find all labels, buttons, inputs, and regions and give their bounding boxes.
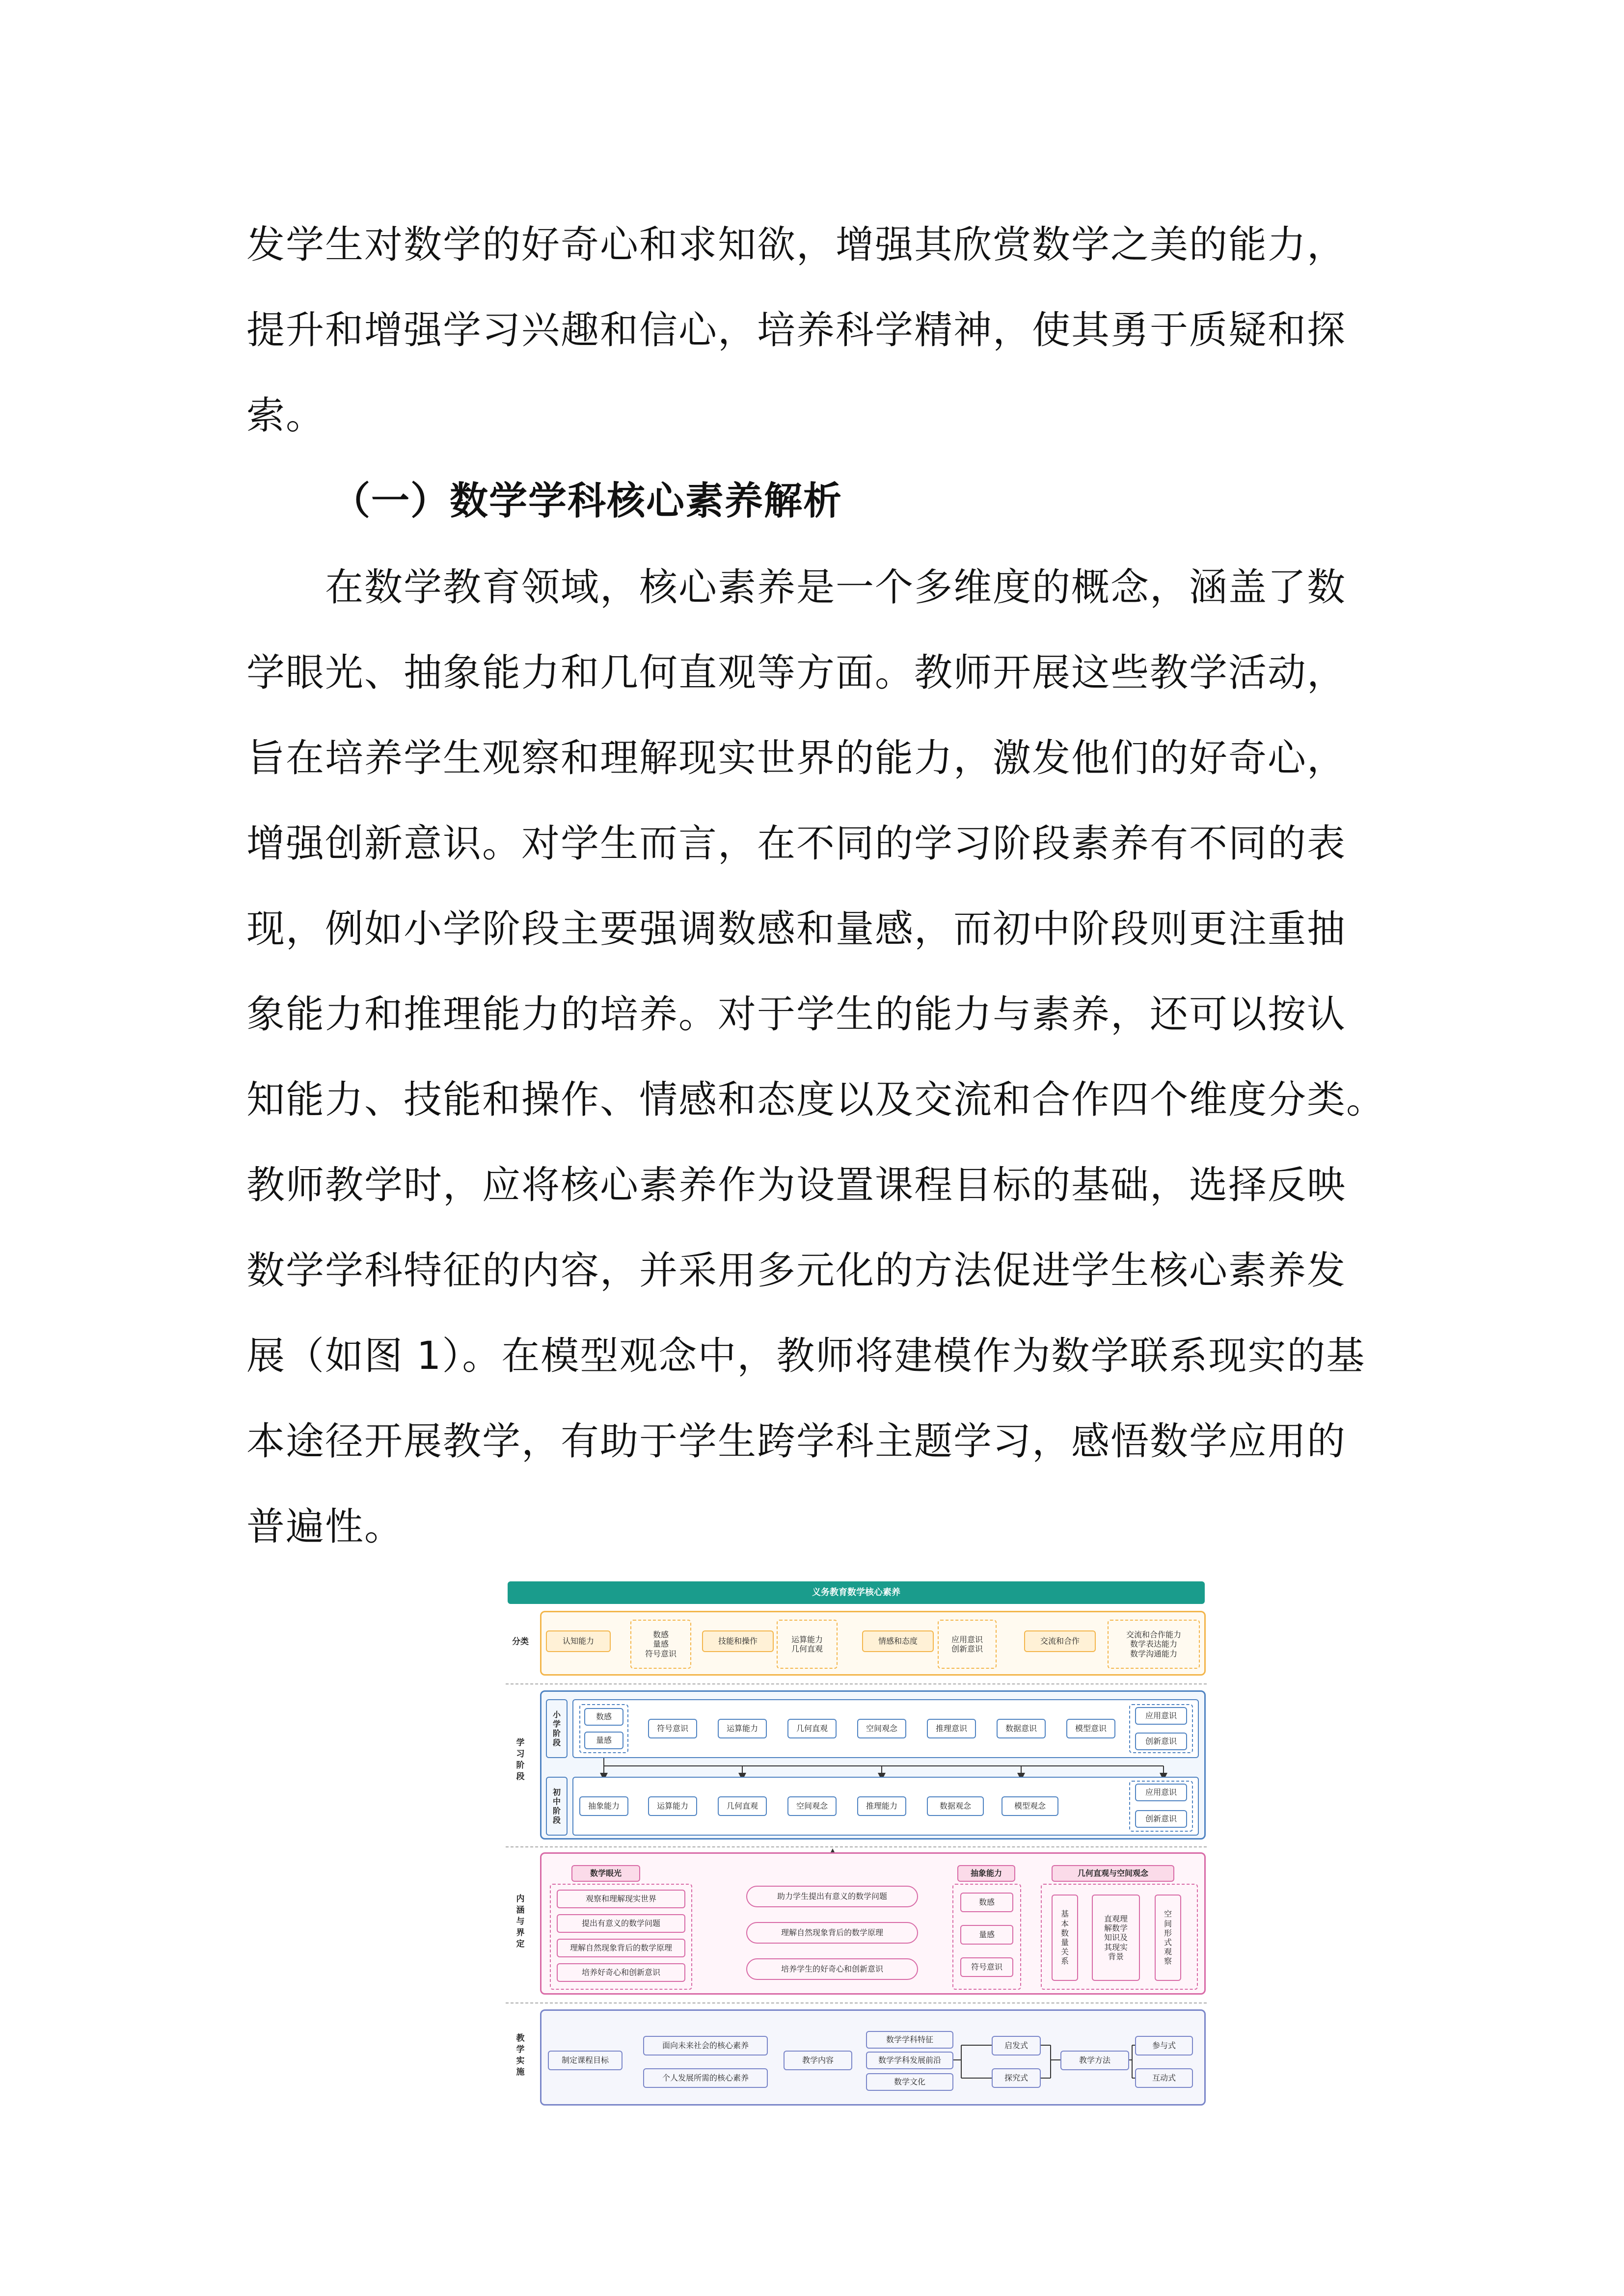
diagram-title: 义务教育数学核心素养: [508, 1581, 1205, 1604]
category-communication: 交流和合作: [1024, 1630, 1096, 1652]
category-label: 分类: [512, 1637, 529, 1647]
abstract-title: 抽象能力: [957, 1865, 1015, 1882]
stage-item: 数据意识: [997, 1719, 1046, 1738]
stage-item: 推理意识: [927, 1719, 976, 1738]
stage-item: 推理能力: [857, 1796, 906, 1816]
category-skills: 技能和操作: [702, 1630, 774, 1652]
math-vision-item: 理解自然现象背后的数学原理: [557, 1939, 685, 1957]
method-item-right: 互动式: [1135, 2068, 1193, 2088]
geometry-col: 基 本 数 量 关 系: [1052, 1895, 1078, 1981]
stage-item: 空间观念: [787, 1796, 837, 1816]
text-line: 象能力和推理能力的培养。对于学生的能力与素养，还可以按认: [246, 992, 1347, 1037]
text-line: 展（如图 1）。在模型观念中，教师将建模作为数学联系现实的基: [246, 1334, 1366, 1378]
math-vision-item: 观察和理解现实世界: [557, 1890, 685, 1908]
stage-item: 几何直观: [718, 1796, 767, 1816]
stage-item: 模型意识: [1066, 1719, 1115, 1738]
text-line: 旨在培养学生观察和理解现实世界的能力，激发他们的好奇心，: [246, 736, 1347, 780]
text-line: 数学学科特征的内容，并采用多元化的方法促进学生核心素养发: [246, 1249, 1347, 1293]
stage-item: 运算能力: [718, 1719, 767, 1738]
text-line: 在数学教育领域，核心素养是一个多维度的概念，涵盖了数: [325, 565, 1347, 610]
stage-label: 学 习 阶 段: [516, 1738, 525, 1782]
text-line: 发学生对数学的好奇心和求知欲，增强其欣赏数学之美的能力，: [246, 223, 1347, 267]
method-item-left: 探究式: [992, 2068, 1041, 2088]
abstract-item: 符号意识: [960, 1957, 1013, 1977]
math-vision-item: 提出有意义的数学问题: [557, 1914, 685, 1933]
abstract-item: 量感: [960, 1925, 1013, 1945]
section-heading: （一）数学学科核心素养解析: [332, 479, 843, 523]
connotation-middle-item: 培养学生的好奇心和创新意识: [746, 1958, 918, 1980]
stage-item: 应用意识: [1135, 1784, 1187, 1801]
stage-item: 抽象能力: [579, 1796, 628, 1816]
connotation-label: 内 涵 与 界 定: [516, 1894, 525, 1949]
paragraph-continued: [246, 202, 1425, 458]
implementation-label: 教 学 实 施: [516, 2033, 525, 2077]
category-emotion-detail: 应用意识 创新意识: [938, 1620, 997, 1669]
category-emotion: 情感和态度: [862, 1630, 934, 1652]
category-communication-detail: 交流和合作能力 数学表达能力 数学沟通能力: [1108, 1620, 1200, 1669]
geometry-col: 空 间 形 式 观 察: [1155, 1895, 1181, 1981]
math-vision-title: 数学眼光: [571, 1865, 640, 1882]
stage-item: 创新意识: [1135, 1733, 1187, 1750]
stage-item: 量感: [584, 1732, 623, 1749]
text-line: 学眼光、抽象能力和几何直观等方面。教师开展这些教学活动，: [246, 651, 1347, 695]
middle-stage-label: 初 中 阶 段: [546, 1777, 568, 1836]
goal-item: 面向未来社会的核心素养: [643, 2036, 768, 2056]
paragraph-core-literacy: [246, 545, 1425, 1570]
stage-item: 数感: [584, 1708, 623, 1726]
primary-stage-label: 小 学 阶 段: [546, 1699, 568, 1758]
text-line: 本途径开展教学，有助于学生跨学科主题学习，感悟数学应用的: [246, 1419, 1347, 1464]
stage-item: 数据观念: [927, 1796, 984, 1816]
method-item-right: 参与式: [1135, 2036, 1193, 2056]
category-cognitive: 认知能力: [546, 1630, 611, 1652]
content-item: 数学学科特征: [866, 2031, 953, 2049]
stage-item: 几何直观: [787, 1719, 837, 1738]
text-line: 普遍性。: [246, 1505, 404, 1549]
math-vision-item: 培养好奇心和创新意识: [557, 1963, 685, 1982]
content-item: 数学文化: [866, 2073, 953, 2091]
geometry-col: 直观理 解数学 知识及 其现实 背景: [1092, 1895, 1140, 1981]
stage-item: 创新意识: [1135, 1810, 1187, 1828]
connotation-middle-item: 理解自然现象背后的数学原理: [746, 1922, 918, 1944]
method-box: 教学方法: [1060, 2051, 1129, 2070]
stage-item: 应用意识: [1135, 1707, 1187, 1725]
text-line: 知能力、技能和操作、情感和态度以及交流和合作四个维度分类。: [246, 1078, 1386, 1122]
text-line: 现，例如小学阶段主要强调数感和量感，而初中阶段则更注重抽: [246, 907, 1347, 951]
core-literacy-diagram: [506, 1581, 1207, 2111]
text-line: 提升和增强学习兴趣和信心，培养科学精神，使其勇于质疑和探: [246, 308, 1347, 352]
goal-box: 制定课程目标: [548, 2051, 623, 2070]
geometry-title: 几何直观与空间观念: [1052, 1865, 1174, 1882]
content-item: 数学学科发展前沿: [866, 2052, 953, 2069]
category-cognitive-detail: 数感 量感 符号意识: [630, 1620, 691, 1669]
implementation-connectors: [506, 1581, 1207, 2111]
text-line: 索。: [246, 394, 325, 438]
content-box: 教学内容: [784, 2051, 852, 2070]
text-line: 教师教学时，应将核心素养作为设置课程目标的基础，选择反映: [246, 1163, 1347, 1207]
text-line: 增强创新意识。对学生而言，在不同的学习阶段素养有不同的表: [246, 822, 1347, 866]
abstract-item: 数感: [960, 1893, 1013, 1912]
category-skills-detail: 运算能力 几何直观: [777, 1620, 838, 1669]
stage-item: 模型观念: [1001, 1796, 1058, 1816]
goal-item: 个人发展所需的核心素养: [643, 2068, 768, 2088]
stage-item: 符号意识: [648, 1719, 697, 1738]
method-item-left: 启发式: [992, 2036, 1041, 2056]
stage-item: 运算能力: [648, 1796, 697, 1816]
connotation-middle-item: 助力学生提出有意义的数学问题: [746, 1886, 918, 1907]
stage-item: 空间观念: [857, 1719, 906, 1738]
